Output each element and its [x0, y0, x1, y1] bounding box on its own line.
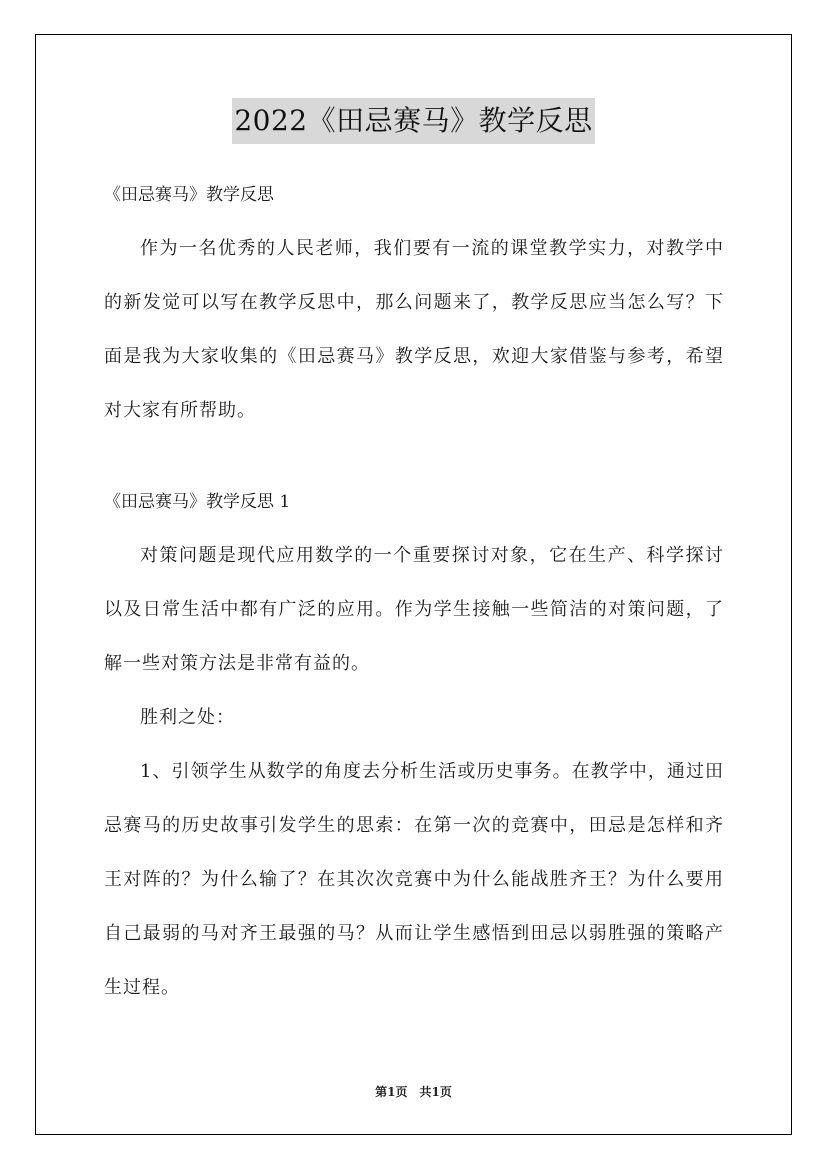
intro-paragraph: 作为一名优秀的人民老师，我们要有一流的课堂教学实力，对教学中的新发觉可以写在教学反思中，那么问题来了，教学反思应当怎么写？下面是我为大家收集的《田忌赛马》教学反思，欢迎大家借鉴与参考，希望对大家有所帮助。	[104, 238, 724, 421]
intro-heading: 《田忌赛马》教学反思	[104, 185, 274, 205]
page-number: 第1页	[375, 1085, 408, 1099]
page-total: 共1页	[419, 1085, 452, 1099]
page-footer	[0, 1083, 827, 1100]
body-paragraph: 1、引领学生从数学的角度去分析生活或历史事务。在教学中，通过田忌赛马的历史故事引发学生的思索：在第一次的竞赛中，田忌是怎样和齐王对阵的？为什么输了？在其次次竞赛中为什么能战胜齐王？为什么要用自己最弱的马对齐王最强的马？从而让学生感悟到田忌以弱胜强的策略产生过程。	[104, 761, 724, 998]
body-paragraph: 对策问题是现代应用数学的一个重要探讨对象，它在生产、科学探讨以及日常生活中都有广泛的应用。作为学生接触一些简洁的对策问题，了解一些对策方法是非常有益的。	[104, 545, 724, 674]
document-body	[104, 168, 724, 1015]
title-container	[0, 98, 827, 144]
body-paragraph: 胜利之处：	[140, 707, 235, 728]
section-heading-1: 《田忌赛马》教学反思 1	[104, 492, 291, 512]
document-title: 2022《田忌赛马》教学反思	[232, 98, 594, 144]
